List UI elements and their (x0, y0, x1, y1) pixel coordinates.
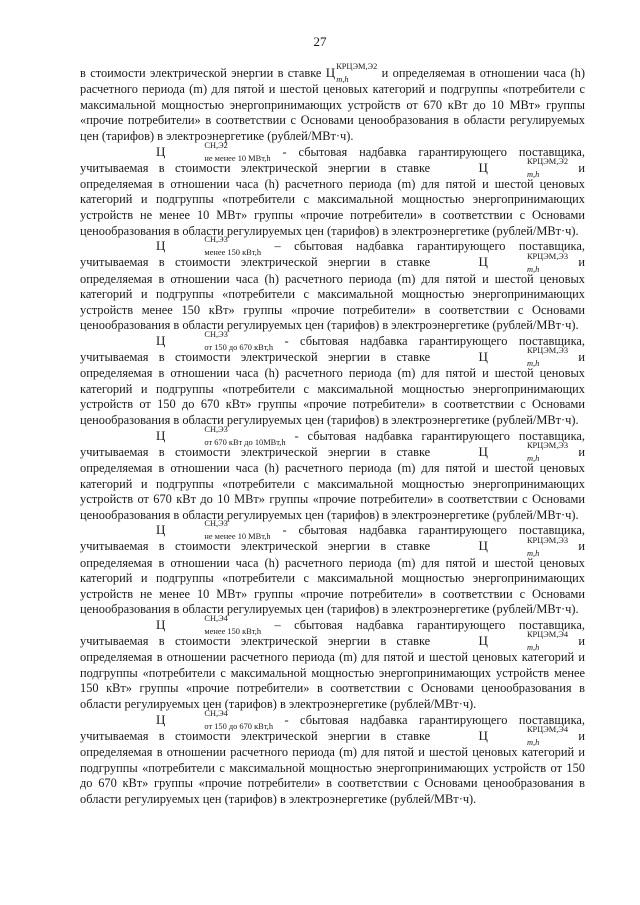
tariff-symbol-lead (118, 519, 271, 542)
tariff-symbol-lead (118, 330, 274, 353)
paragraph-text: - сбытовая надбавка гарантирующего поставщика, учитываемая в стоимости электрической энергии в ставке (80, 523, 585, 554)
symbol-base: Ц (156, 238, 166, 254)
symbol-superscript: КРЦЭМ,Э2 (336, 62, 378, 72)
paragraph (80, 424, 586, 524)
symbol-superscript: СН,Э2 (204, 140, 228, 150)
symbol-superscript: СН,Э4 (204, 708, 228, 718)
symbol-superscript: КРЦЭМ,Э4 (526, 630, 569, 640)
paragraph (80, 614, 586, 713)
symbol-superscript: СН,Э3 (204, 519, 228, 529)
symbol-subscript: m,h (526, 453, 540, 463)
tariff-symbol-inline (441, 156, 569, 179)
symbol-superscript: КРЦЭМ,Э3 (526, 346, 569, 356)
page-number: 27 (313, 34, 327, 49)
symbol-base: Ц (156, 427, 166, 443)
document-body (80, 62, 586, 807)
paragraph (80, 140, 586, 240)
paragraph-text: и определяемая в отношении часа (h) расчетного периода (m) для пятой и шестой ценовых категорий и подгруппы «потребители с максимальной мощностью энергопринимающих устройств от 670 кВт до 10 МВт» группы «прочие потребители» в соответствии с Основами ценообразования в области регулируемых цен (тарифов) в электроэнергетике (рублей/МВт·ч). (80, 66, 585, 143)
paragraph-text: – сбытовая надбавка гарантирующего поставщика, учитываемая в стоимости электрической энергии в ставке (80, 617, 585, 649)
tariff-symbol-inline (441, 346, 569, 369)
symbol-base: Ц (156, 143, 166, 159)
paragraph (80, 519, 586, 618)
symbol-subscript: m,h (526, 359, 540, 369)
symbol-subscript: менее 150 кВт,h (204, 248, 262, 258)
paragraph-text: в стоимости электрической энергии в ставке (80, 66, 326, 80)
paragraph (80, 708, 586, 808)
paragraph-text: и определяемая в отношении часа (h) расчетного периода (m) для пятой и шестой ценовых категорий и подгруппы «потребители с максимальной мощностью энергопринимающих устройств от 670 кВт до 10 МВт» группы «прочие потребители» в соответствии с Основами ценообразования в области регулируемых цен (тарифов) в электроэнергетике (рублей/МВт·ч). (80, 444, 586, 522)
symbol-superscript: КРЦЭМ,Э3 (526, 440, 569, 450)
paragraph (80, 330, 586, 429)
paragraph-text: и определяемая в отношении часа (h) расчетного периода (m) для пятой и шестой ценовых категорий и подгруппы «потребители с максимальной мощностью энергопринимающих устройств от 150 до 670 кВт» группы «прочие потребители» в соответствии с Основами ценообразования в области регулируемых цен (тарифов) в электроэнергетике (рублей/МВт·ч). (80, 350, 586, 427)
paragraph-text: и определяемая в отношении часа (h) расчетного периода (m) для пятой и шестой ценовых категорий и подгруппы «потребители с максимальной мощностью энергопринимающих устройств менее 150 кВт» группы «прочие потребители» в соответствии с Основами ценообразования в области регулируемых цен (тарифов) в электроэнергетике (рублей/МВт·ч). (80, 255, 586, 333)
symbol-subscript: от 150 до 670 кВт,h (204, 721, 274, 731)
paragraph (80, 235, 586, 334)
symbol-subscript: m,h (526, 737, 540, 747)
tariff-symbol-inline (441, 440, 569, 463)
symbol-subscript: m,h (526, 643, 540, 653)
paragraph (80, 62, 585, 145)
symbol-base: Ц (478, 254, 488, 270)
tariff-symbol-inline (325, 62, 378, 85)
symbol-superscript: СН,Э3 (204, 235, 228, 245)
tariff-symbol-lead (118, 614, 262, 637)
symbol-subscript: не менее 10 МВт,h (204, 153, 271, 163)
symbol-base: Ц (325, 65, 336, 80)
paragraph-text: и определяемая в отношении расчетного периода (m) для пятой и шестой ценовых категорий и подгруппы «потребители с максимальной мощностью энергопринимающих устройств менее 150 кВт» группы «прочие потребители» в соответствии с Основами ценообразования в области регулируемых цен (тарифов) в электроэнергетике (рублей/МВт·ч). (80, 634, 586, 712)
symbol-base: Ц (156, 332, 166, 348)
paragraph-text: и определяемая в отношении часа (h) расчетного периода (m) для пятой и шестой ценовых категорий и подгруппы «потребители с максимальной мощностью энергопринимающих устройств не менее 10 МВт» группы «прочие потребители» в соответствии с Основами ценообразования в области регулируемых цен (тарифов) в электроэнергетике (рублей/МВт·ч). (80, 160, 586, 238)
tariff-symbol-lead (118, 708, 274, 731)
symbol-superscript: СН,Э3 (204, 330, 228, 340)
paragraph-text: и определяемая в отношении часа (h) расчетного периода (m) для пятой и шестой ценовых категорий и подгруппы «потребители с максимальной мощностью энергопринимающих устройств не менее 10 МВт» группы «прочие потребители» в соответствии с Основами ценообразования в области регулируемых цен (тарифов) в электроэнергетике (рублей/МВт·ч). (80, 539, 586, 617)
symbol-base: Ц (478, 349, 488, 365)
tariff-symbol-inline (441, 630, 569, 653)
paragraph-text: и определяемая в отношении расчетного периода (m) для пятой и шестой ценовых категорий и подгруппы «потребители с максимальной мощностью энергопринимающих устройств от 150 до 670 кВт» группы «прочие потребители» в соответствии с Основами ценообразования в области регулируемых цен (тарифов) в электроэнергетике (рублей/МВт·ч). (80, 728, 586, 806)
paragraph-text: – сбытовая надбавка гарантирующего поставщика, учитываемая в стоимости электрической энергии в ставке (80, 239, 585, 270)
symbol-superscript: СН,Э3 (204, 424, 228, 434)
paragraph-text: - сбытовая надбавка гарантирующего поставщика, учитываемая в стоимости электрической энергии в ставке (80, 333, 585, 365)
symbol-subscript: m,h (336, 75, 349, 85)
paragraph-text: - сбытовая надбавка гарантирующего поставщика, учитываемая в стоимости электрической энергии в ставке (80, 144, 585, 175)
symbol-superscript: КРЦЭМ,Э3 (526, 251, 569, 261)
tariff-symbol-lead (118, 140, 271, 163)
symbol-base: Ц (478, 159, 488, 175)
symbol-superscript: КРЦЭМ,Э4 (526, 724, 569, 734)
symbol-base: Ц (156, 616, 166, 632)
symbol-superscript: КРЦЭМ,Э2 (526, 156, 569, 166)
symbol-superscript: КРЦЭМ,Э3 (526, 535, 569, 545)
tariff-symbol-inline (441, 251, 569, 274)
symbol-subscript: от 150 до 670 кВт,h (204, 343, 274, 353)
symbol-base: Ц (478, 633, 488, 649)
symbol-base: Ц (478, 727, 488, 743)
symbol-subscript: от 670 кВт до 10МВт,h (204, 437, 286, 447)
tariff-symbol-lead (118, 235, 262, 258)
symbol-subscript: m,h (526, 264, 540, 274)
paragraph-text: - сбытовая надбавка гарантирующего поставщика, учитываемая в стоимости электрической энергии в ставке (80, 428, 585, 459)
symbol-subscript: m,h (526, 548, 540, 558)
tariff-symbol-inline (441, 535, 569, 558)
symbol-base: Ц (478, 538, 488, 554)
symbol-base: Ц (156, 522, 166, 538)
symbol-base: Ц (156, 711, 166, 727)
symbol-subscript: менее 150 кВт,h (204, 627, 262, 637)
tariff-symbol-lead (118, 424, 286, 447)
paragraph-text: - сбытовая надбавка гарантирующего поставщика, учитываемая в стоимости электрической энергии в ставке (80, 712, 585, 743)
symbol-superscript: СН,Э4 (204, 614, 228, 624)
symbol-subscript: не менее 10 МВт,h (204, 532, 271, 542)
tariff-symbol-inline (441, 724, 569, 747)
symbol-base: Ц (478, 443, 488, 459)
symbol-subscript: m,h (526, 169, 540, 179)
